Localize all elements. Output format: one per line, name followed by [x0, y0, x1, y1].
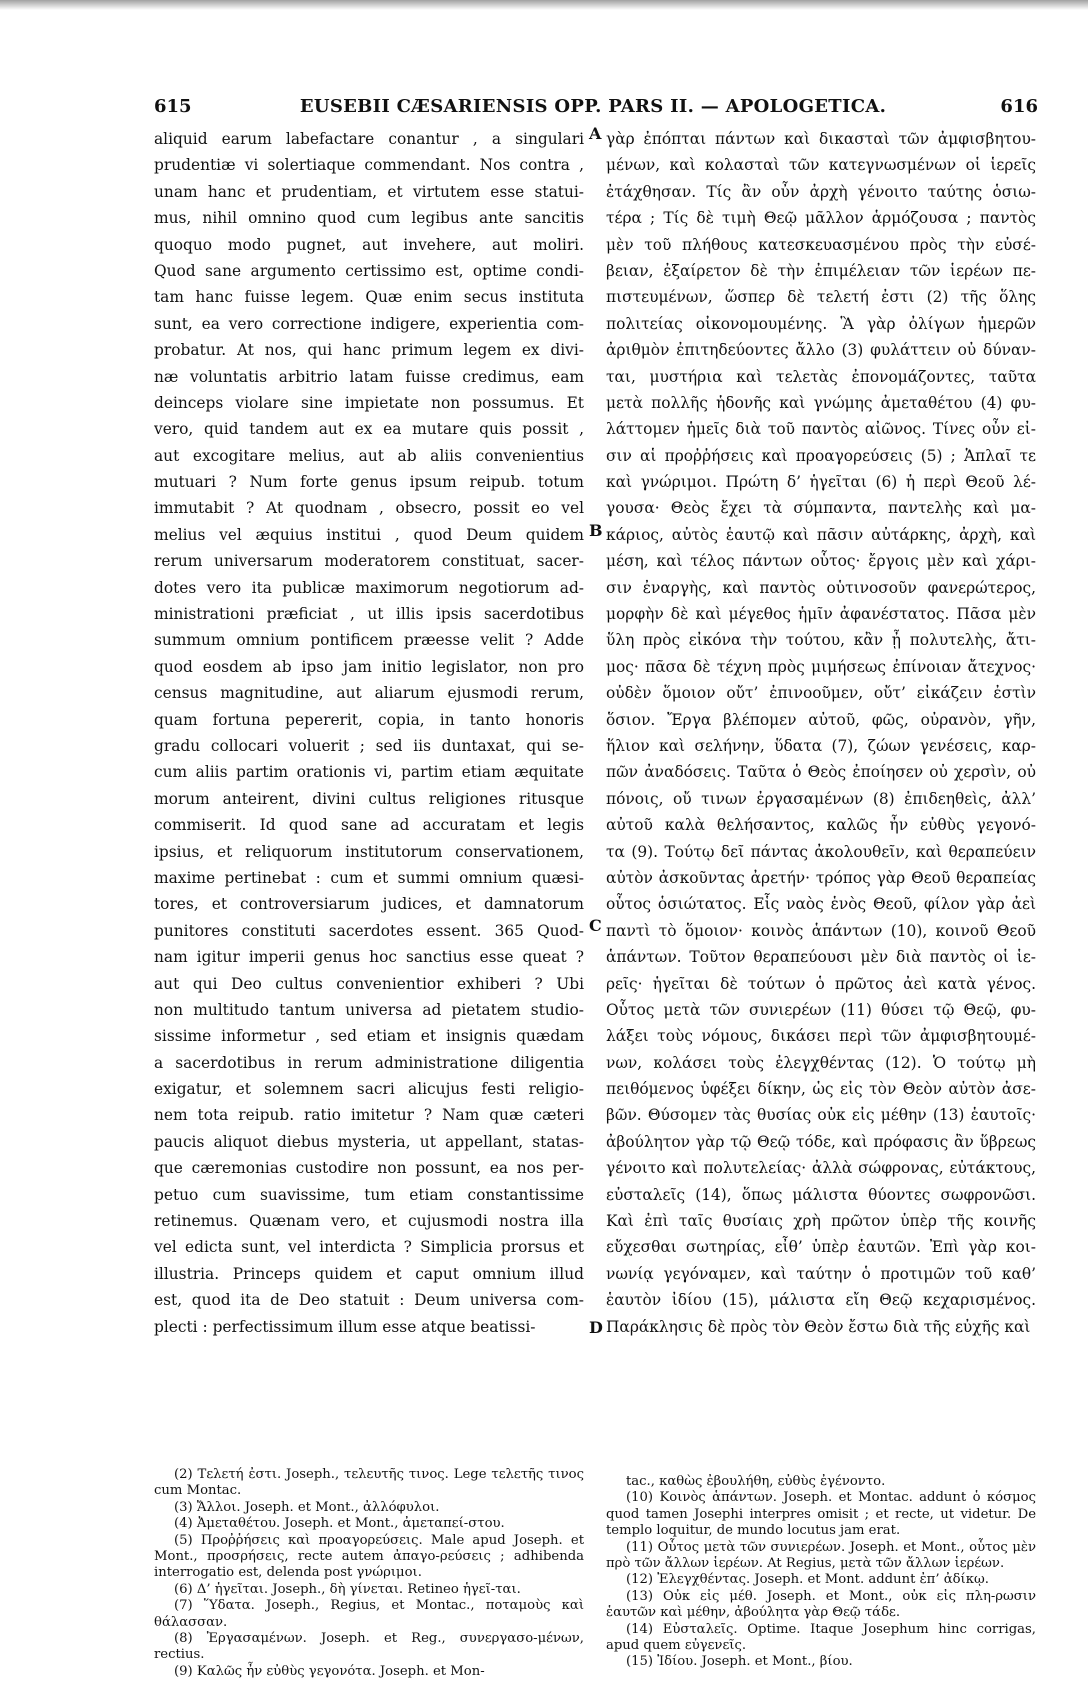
text-line: paucis aliquot diebus mysteria, ut appellant, statas-: [154, 1132, 584, 1151]
text-line: dotes vero ita publicæ maximorum negotiorum ad-: [154, 578, 584, 597]
text-line: μορφὴν δὲ καὶ μέγεθος ἡμῖν ἀφανέστατος. Πᾶσα μὲν: [606, 605, 1036, 624]
text-line: νων, κολάσει τοὺς ἐλεγχθέντας (12). Ὁ τούτῳ μὴ: [606, 1053, 1036, 1072]
text-line: rerum universarum moderatorem constituat, sacer-: [154, 552, 584, 571]
text-line: summum omnium pontificem præesse velit ? Adde: [154, 631, 584, 650]
text-line: γὰρ ἐπόπται πάντων καὶ δικασταὶ τῶν ἀμφισβητου-: [606, 130, 1036, 148]
page-number-left: 615: [154, 96, 192, 117]
footnote: (14) Εὐσταλεῖς. Optime. Itaque Josephum hinc corrigas, apud quem εὐγενεῖς.: [606, 1621, 1036, 1654]
footnote: tac., καθὼς ἐβουλήθη, εὐθὺς ἐγένοντο.: [626, 1474, 886, 1489]
text-line: ministrationi præficiat , ut illis ipsis sacerdotibus: [154, 605, 584, 624]
text-line: Καὶ ἐπὶ ταῖς θυσίαις χρὴ πρῶτον ὑπὲρ τῆς κοινῆς: [606, 1212, 1036, 1231]
footnote: (13) Οὐκ εἰς μέθ. Joseph. et Mont., οὐκ εἰς πλη-ρωσιν ἑαυτῶν καὶ μέθην, ἀβούλητα γὰρ Θεῷ τάδε.: [606, 1588, 1036, 1621]
text-line: ipsius, et reliquorum institutorum conservationem,: [154, 842, 584, 861]
text-line: census magnitudine, aut aliarum ejusmodi rerum,: [154, 684, 584, 703]
text-line: πειθόμενος ὑφέξει δίκην, ὡς εἰς τὸν Θεὸν αὐτὸν ἀσε-: [606, 1080, 1036, 1099]
text-line: illustria. Princeps quidem et caput omnium illud: [154, 1264, 584, 1283]
text-line: αὐτὸν ἀσκοῦντας ἀρετήν· τρόπος γὰρ Θεοῦ θεραπείας: [606, 868, 1036, 887]
text-line: σιν ἐναργὴς, καὶ παντὸς οὑτινοσοῦν φανερώτερος,: [606, 578, 1036, 597]
text-line: βειαν, ἐξαίρετον δὲ τὴν ἐπιμέλειαν τῶν ἱερέων πε-: [606, 261, 1036, 280]
footnote: (11) Οὗτος μετὰ τῶν συνιερέων. Joseph. et Mont., οὗτος μὲν πρὸ τῶν ἄλλων ἱερέων. At Regius, μετὰ τῶν ἄλλων ἱερέων.: [606, 1539, 1036, 1572]
text-line: aut qui Deo cultus convenientior exhiberi ? Ubi: [154, 974, 584, 993]
page-header: [148, 96, 1038, 124]
latin-column: [154, 126, 584, 1340]
text-line: que cæremonias custodire non possunt, ea nos per-: [154, 1159, 584, 1178]
text-line: nem tota reipub. ratio imitetur ? Nam quæ cæteri: [154, 1106, 584, 1125]
text-line: σιν αἱ προῤῥήσεις καὶ προαγορεύσεις (5) ; Ἁπλαῖ τε: [606, 446, 1036, 465]
text-line: Παράκλησις δὲ πρὸς τὸν Θεὸν ἔστω διὰ τῆς εὐχῆς καὶ: [606, 1317, 1031, 1336]
text-line: quam fortuna pepererit, copia, in tanto honoris: [154, 710, 584, 729]
text-line: prudentiæ vi solertiaque commendant. Nos contra ,: [154, 156, 584, 175]
text-line: tam hanc fuisse legem. Quæ enim secus instituta: [154, 288, 584, 307]
text-line: ἐτάχθησαν. Τίς ἂν οὖν ἀρχὴ γένοιτο ταύτης ὁσιω-: [606, 182, 1036, 201]
footnotes-left: [154, 1467, 584, 1680]
text-line: μος· πᾶσα δὲ τέχνη πρὸς μιμήσεως ἐπίνοιαν ἄτεχνος·: [606, 657, 1036, 676]
text-line: a sacerdotibus in rerum administratione diligentia: [154, 1053, 584, 1072]
footnote: (4) Ἀμεταθέτου. Joseph. et Mont., ἀμεταπεί-στου.: [174, 1516, 505, 1532]
text-line: τέρα ; Τίς δὲ τιμὴ Θεῷ μᾶλλον ἁρμόζουσα ; παντὸς: [606, 209, 1036, 228]
text-line: ἑαυτὸν ἰδίου (15), μάλιστα εἴη Θεῷ κεχαρισμένος.: [606, 1291, 1036, 1310]
text-line: μένων, καὶ κολασταὶ τῶν κατεγνωσμένων οἱ ἱερεῖς: [606, 156, 1036, 175]
text-line: vero, quid tandem aut ex ea mutare quis possit ,: [154, 420, 584, 439]
text-line: ται, μυστήρια καὶ τελετὰς ἐπονομάζοντες, ταῦτα: [606, 367, 1036, 386]
text-line: μέση, καὶ τέλος πάντων οὗτος· ἔργοις μὲν καὶ χάρι-: [606, 552, 1036, 571]
text-line: Quod sane argumento certissimo est, optime condi-: [154, 261, 584, 280]
footnote: (6) Δ’ ἡγεῖται. Joseph., δὴ γίνεται. Retineo ἡγεῖ-ται.: [174, 1581, 521, 1597]
text-line: deinceps violare sine impietate non possumus. Et: [154, 393, 584, 412]
text-line: punitores constituti sacerdotes essent. 365 Quod-: [154, 921, 584, 940]
footnote: (9) Καλῶς ἦν εὐθὺς γεγονότα. Joseph. et Mon-: [174, 1663, 485, 1679]
text-line: πολιτείας οἰκονομουμένης. Ἃ γὰρ ὀλίγων ἡμερῶν: [606, 314, 1036, 333]
text-line: probatur. At nos, qui hanc primum legem ex divi-: [154, 341, 584, 360]
text-line: quoquo modo pugnet, aut invehere, aut moliri.: [154, 235, 584, 254]
section-marker-b: B: [589, 521, 603, 540]
text-line: petuo cum suavissime, tum etiam constantissime: [154, 1185, 584, 1204]
text-line: cum aliis partim orationis vi, partim etiam æquitate: [154, 763, 584, 782]
text-line: γένοιτο καὶ πολυτελείας· ἀλλὰ σώφρονας, εὐτάκτους,: [606, 1159, 1036, 1178]
footnote: (10) Κοινὸς ἁπάντων. Joseph. et Montac. addunt ὁ κόσμος quod tamen Josephi interpres omisit ; et recte, ut videtur. De templo loquitur, de mundo locutus jam erat.: [606, 1490, 1036, 1539]
text-line: sissime informetur , sed etiam et insignis quædam: [154, 1027, 584, 1046]
running-title: EUSEBII CÆSARIENSIS OPP. PARS II. — APOLOGETICA.: [299, 96, 887, 117]
text-line: ἥλιον καὶ σελήνην, ὕδατα (7), ζώων γενέσεις, καρ-: [606, 736, 1036, 755]
text-line: νωνίᾳ γεγόναμεν, καὶ ταύτην ὁ προτιμῶν τοῦ καθ’: [606, 1264, 1036, 1283]
footnotes-right: [606, 1474, 1036, 1671]
text-line: est, quod ita de Deo statuit : Deum universa com-: [154, 1291, 584, 1310]
footnote: (3) Ἄλλοι. Joseph. et Mont., ἀλλόφυλοι.: [174, 1499, 440, 1515]
text-line: unam hanc et prudentiam, et virtutem esse statui-: [154, 182, 584, 201]
text-line: maxime pertinebat : cum et summi omnium quæsi-: [154, 868, 584, 887]
text-line: λάττομεν ἡμεῖς διὰ τοῦ παντὸς αἰῶνος. Τίνες οὖν εἰ-: [606, 420, 1036, 439]
text-line: εὐσταλεῖς (14), ὅπως μάλιστα θύοντες σωφρονῶσι.: [606, 1185, 1036, 1204]
text-line: μὲν τοῦ πλήθους κατεσκευασμένου πρὸς τὴν εὐσέ-: [606, 235, 1036, 254]
text-line: quod eosdem ab ipso jam initio legislator, non pro: [154, 657, 584, 676]
text-line: immutabit ? At quodnam , obsecro, possit eo vel: [154, 499, 584, 518]
footnote: (7) Ὕδατα. Joseph., Regius, et Montac., ποταμοὺς καὶ θάλασσαν.: [154, 1598, 584, 1630]
text-line: πόνοις, οὔ τινων ἐργασαμένων (8) ἐπιδεηθεὶς, ἀλλ’: [606, 789, 1036, 808]
text-line: ἀβούλητον γὰρ τῷ Θεῷ τόδε, καὶ πρόφασις ἂν ὕβρεως: [606, 1132, 1036, 1151]
text-line: βῶν. Θύσομεν τὰς θυσίας οὐκ εἰς μέθην (13) ἑαυτοῖς·: [606, 1106, 1036, 1125]
text-line: κάριος, αὐτὸς ἑαυτῷ καὶ πᾶσιν αὐτάρκης, ἀρχὴ, καὶ: [606, 525, 1036, 544]
text-line: ρεῖς· ἡγεῖται δὲ τούτων ὁ πρῶτος ἀεὶ κατὰ γένος.: [606, 974, 1036, 993]
text-line: commiserit. Id quod sane ad accuratam et legis: [154, 816, 584, 835]
text-line: retinemus. Quænam vero, et cujusmodi nostra illa: [154, 1212, 584, 1231]
scan-top-edge: [0, 0, 1088, 10]
section-marker-d: D: [589, 1318, 603, 1337]
footnote: (2) Τελετή ἐστι. Joseph., τελευτῆς τινος. Lege τελετῆς τινος cum Montac.: [154, 1467, 584, 1499]
text-line: nam igitur imperii genus hoc sanctius esse queat ?: [154, 948, 584, 967]
text-line: εὔχεσθαι σωτηρίας, εἶθ’ ὑπὲρ ἑαυτῶν. Ἐπὶ γὰρ κοι-: [606, 1238, 1036, 1257]
text-line: gradu collocari voluerit ; sed iis duntaxat, qui se-: [154, 736, 584, 755]
text-line: μετὰ πολλῆς ἡδονῆς καὶ γνώμης ἀμεταθέτου (4) φυ-: [606, 393, 1036, 412]
section-marker-c: C: [589, 916, 602, 935]
text-line: ἁπάντων. Τοῦτον θεραπεύουσι μὲν διὰ παντὸς οἱ ἱε-: [606, 948, 1036, 967]
text-line: non multitudo tantum universa ad pietatem studio-: [154, 1000, 584, 1019]
text-line: πῶν ἀναδόσεις. Ταῦτα ὁ Θεὸς ἐποίησεν οὐ χερσὶν, οὐ: [606, 763, 1036, 782]
greek-column: [606, 126, 1036, 1340]
text-line: tores, et controversiarum judices, et damnatorum: [154, 895, 584, 914]
text-line: ἀριθμὸν ἐπιτηδεύοντες ἄλλο (3) φυλάττειν οὐ δύναν-: [606, 341, 1036, 360]
text-line: τα (9). Τούτῳ δεῖ πάντας ἀκολουθεῖν, καὶ θεραπεύειν: [606, 842, 1036, 861]
text-line: næ voluntatis arbitrio latam fuisse credimus, eam: [154, 367, 584, 386]
text-line: πιστευμένων, ὥσπερ δὲ τελετή ἐστι (2) τῆς ὅλης: [606, 288, 1036, 307]
footnote: (8) Ἐργασαμένων. Joseph. et Reg., συνεργασο-μένων, rectius.: [154, 1631, 584, 1663]
text-line: ὅσιον. Ἔργα βλέπομεν αὐτοῦ, φῶς, οὐρανὸν, γῆν,: [606, 710, 1036, 729]
text-line: οὐδὲν ὅμοιον οὔτ’ ἐπινοοῦμεν, οὔτ’ εἰκάζειν ἐστὶν: [606, 684, 1036, 703]
text-line: καὶ γνώριμοι. Πρώτη δ’ ἡγεῖται (6) ἡ περὶ Θεοῦ λέ-: [606, 473, 1036, 492]
text-line: αὐτοῦ καλὰ θελήσαντος, καλῶς ἦν εὐθὺς γεγονό-: [606, 816, 1036, 835]
text-line: λάξει τοὺς νόμους, δικάσει περὶ τῶν ἀμφισβητουμέ-: [606, 1027, 1036, 1046]
text-line: γουσα· Θεὸς ἔχει τὰ σύμπαντα, παντελὴς καὶ μα-: [606, 499, 1036, 518]
text-line: exigatur, et solemnem sacri alicujus festi religio-: [154, 1080, 584, 1099]
text-line: mus, nihil omnino quod cum legibus ante sancitis: [154, 209, 584, 228]
text-line: plecti : perfectissimum illum esse atque beatissi-: [154, 1317, 536, 1336]
section-marker-a: A: [589, 124, 602, 143]
text-line: aut excogitare melius, aut ab aliis convenientius: [154, 446, 584, 465]
text-line: ὕλη πρὸς εἰκόνα τὴν τούτου, κἂν ᾖ πολυτελὴς, ἄτι-: [606, 631, 1036, 650]
text-line: aliquid earum labefactare conantur , a singulari: [154, 130, 584, 148]
text-line: melius vel æquius institui , quod Deum quidem: [154, 525, 584, 544]
text-line: sunt, ea vero correctione indigere, experientia com-: [154, 314, 584, 333]
footnote: (15) Ἰδίου. Joseph. et Mont., βίου.: [626, 1654, 853, 1670]
footnote: (12) Ἐλεγχθέντας. Joseph. et Mont. addunt ἐπ’ ἀδίκῳ.: [626, 1572, 989, 1588]
text-line: παντὶ τὸ ὅμοιον· κοινὸς ἁπάντων (10), κοινοῦ Θεοῦ: [606, 921, 1036, 940]
text-line: vel edicta sunt, vel interdicta ? Simplicia prorsus et: [154, 1238, 584, 1257]
text-line: mutuari ? Num forte genus ipsum reipub. totum: [154, 473, 584, 492]
page-number-right: 616: [1000, 96, 1038, 117]
text-line: morum anteirent, divini cultus religiones ritusque: [154, 789, 584, 808]
text-line: Οὗτος μετὰ τῶν συνιερέων (11) θύσει τῷ Θεῷ, φυ-: [606, 1000, 1036, 1019]
footnote: (5) Προῤῥήσεις καὶ προαγορεύσεις. Male apud Joseph. et Mont., προσρήσεις, recte autem ἀπαγο-ρεύσεις ; adhibenda interrogatio est, delenda post γνώριμοι.: [154, 1532, 584, 1581]
text-line: οὗτος ὁσιώτατος. Εἷς ναὸς ἑνὸς Θεοῦ, φίλον γὰρ ἀεὶ: [606, 895, 1036, 914]
